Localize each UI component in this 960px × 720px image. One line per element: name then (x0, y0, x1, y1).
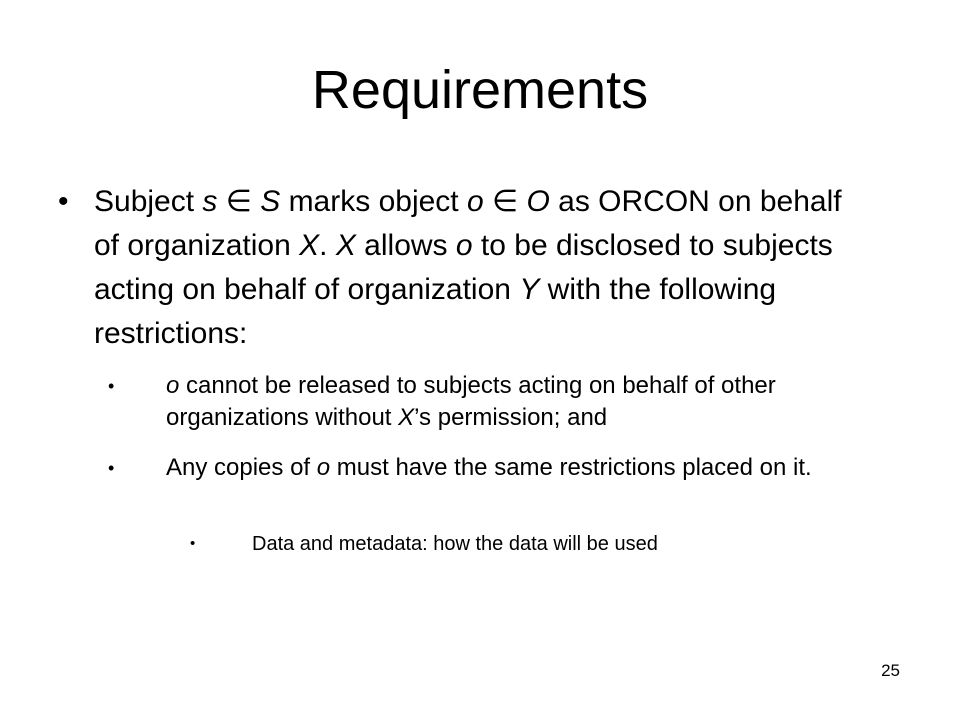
bullet-sub-1 (108, 370, 868, 434)
bullet-sub-3-text: Data and metadata: how the data will be used (252, 533, 658, 555)
italic-text: O (526, 185, 550, 218)
bullet-sub-3 (190, 530, 870, 558)
bullet-icon: • (190, 535, 196, 552)
slide-title: Requirements (311, 60, 649, 120)
italic-text: Y (519, 273, 540, 306)
bullet-icon: • (108, 458, 115, 478)
page-number: 25 (881, 661, 900, 680)
italic-text: o (466, 185, 484, 218)
italic-text: o (316, 454, 331, 481)
bullet-icon: • (58, 185, 69, 218)
bullet-main-text: Subject s ∈ S marks object o ∈ O as ORCON on behalf of organization X. X allows o to be disclosed to subjects acting on behalf of organization Y with the following restrictions: (94, 185, 842, 350)
italic-text: X (398, 404, 415, 431)
italic-text: S (260, 185, 281, 218)
italic-text: X (299, 229, 320, 262)
bullet-sub-2-text: Any copies of o must have the same restrictions placed on it. (166, 454, 812, 481)
italic-text: o (166, 372, 180, 399)
italic-text: s (202, 185, 218, 218)
bullet-main (58, 180, 858, 356)
bullet-sub-2 (108, 452, 868, 484)
bullet-icon: • (108, 376, 115, 396)
italic-text: X (335, 229, 356, 262)
italic-text: o (455, 229, 473, 262)
bullet-sub-1-text: o cannot be released to subjects acting on behalf of other organizations without X’s permission; and (166, 372, 776, 431)
